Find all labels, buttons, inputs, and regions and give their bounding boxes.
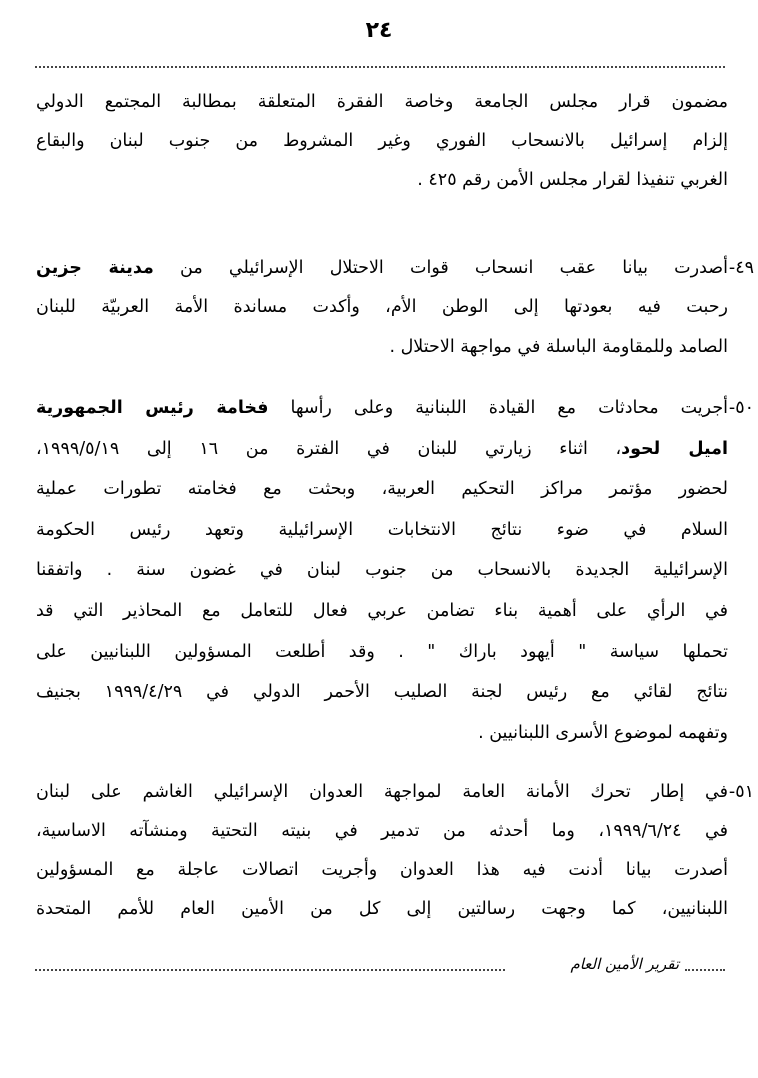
paragraph-number: ٥١-: [728, 782, 754, 802]
bold-text: اميل لحود: [621, 439, 728, 459]
text-line: [36, 475, 728, 503]
text-segment: في ١٩٩٩/٦/٢٤، وما أحدثه من تدمير في بنيته التحتية ومنشآته الاساسية،: [36, 821, 728, 841]
text-line: [36, 597, 728, 625]
text-line: [36, 333, 728, 361]
text-line: [36, 394, 728, 422]
bold-text: فخامة رئيس الجمهورية: [36, 398, 269, 418]
text-segment: اللبنانيين، كما وجهت رسالتين إلى كل من الأمين العام للأمم المتحدة: [36, 899, 728, 919]
header-divider: [35, 66, 725, 68]
text-line: [36, 778, 728, 806]
text-line: [36, 856, 728, 884]
text-line: [36, 556, 728, 584]
text-segment: أصدرت بيانا عقب انسحاب قوات الاحتلال الإسرائيلي من: [153, 258, 728, 278]
text-segment: أصدرت بيانا أدنت فيه هذا العدوان وأجريت اتصالات عاجلة مع المسؤولين: [36, 860, 728, 880]
paragraph-number: ٤٩-: [728, 258, 754, 278]
text-segment: إلزام إسرائيل بالانسحاب الفوري وغير المشروط من جنوب لبنان والبقاع: [36, 131, 728, 151]
text-segment: الإسرائيلية الجديدة بالانسحاب من جنوب لبنان في غضون سنة . واتفقنا: [36, 560, 728, 580]
text-segment: مضمون قرار مجلس الجامعة وخاصة الفقرة المتعلقة بمطالبة المجتمع الدولي: [36, 92, 728, 112]
page-number: ٢٤: [365, 18, 393, 43]
text-line: [36, 817, 728, 845]
text-segment: في إطار تحرك الأمانة العامة لمواجهة العدوان الإسرائيلي الغاشم على لبنان: [36, 782, 728, 802]
text-segment: الغربي تنفيذا لقرار مجلس الأمن رقم ٤٢٥ .: [417, 170, 728, 190]
text-line: [36, 88, 728, 116]
text-line: [36, 719, 728, 747]
text-line: [36, 895, 728, 923]
text-segment: نتائج لقائي مع رئيس لجنة الصليب الأحمر الدولي في ١٩٩٩/٤/٢٩ بجنيف: [36, 682, 728, 702]
text-segment: السلام في ضوء نتائج الانتخابات الإسرائيلية وتعهد رئيس الحكومة: [36, 520, 728, 540]
text-line: [36, 293, 728, 321]
bold-text: مدينة جزين: [36, 258, 154, 278]
text-segment: ، اثناء زيارتي للبنان في الفترة من ١٦ إلى ١٩٩٩/٥/١٩،: [36, 439, 622, 459]
page-footer: [35, 955, 725, 983]
text-segment: تحملها سياسة " أيهود باراك " . وقد أطلعت المسؤولين اللبنانيين على: [36, 642, 728, 662]
footer-divider-left: [35, 969, 505, 971]
text-segment: أجريت محادثات مع القيادة اللبنانية وعلى رأسها: [268, 398, 728, 418]
text-segment: الصامد وللمقاومة الباسلة في مواجهة الاحتلال .: [389, 337, 728, 357]
text-line: [36, 638, 728, 666]
text-line: [36, 678, 728, 706]
paragraph-number: ٥٠-: [728, 398, 754, 418]
footer-title: تقرير الأمين العام: [564, 955, 685, 973]
text-line: [36, 166, 728, 194]
footer-divider-right: [685, 969, 725, 971]
text-line: [36, 254, 728, 282]
text-segment: في الرأي على أهمية بناء تضامن عربي فعال للتعامل مع المحاذير التي قد: [36, 601, 728, 621]
text-segment: وتفهمه لموضوع الأسرى اللبنانيين .: [478, 723, 728, 743]
text-line: [36, 435, 728, 463]
text-segment: رحبت فيه بعودتها إلى الوطن الأم، وأكدت مساندة الأمة العربيّة للبنان: [36, 297, 728, 317]
text-segment: لحضور مؤتمر مراكز التحكيم العربية، وبحثت مع فخامته تطورات عملية: [36, 479, 728, 499]
text-line: [36, 516, 728, 544]
text-line: [36, 127, 728, 155]
